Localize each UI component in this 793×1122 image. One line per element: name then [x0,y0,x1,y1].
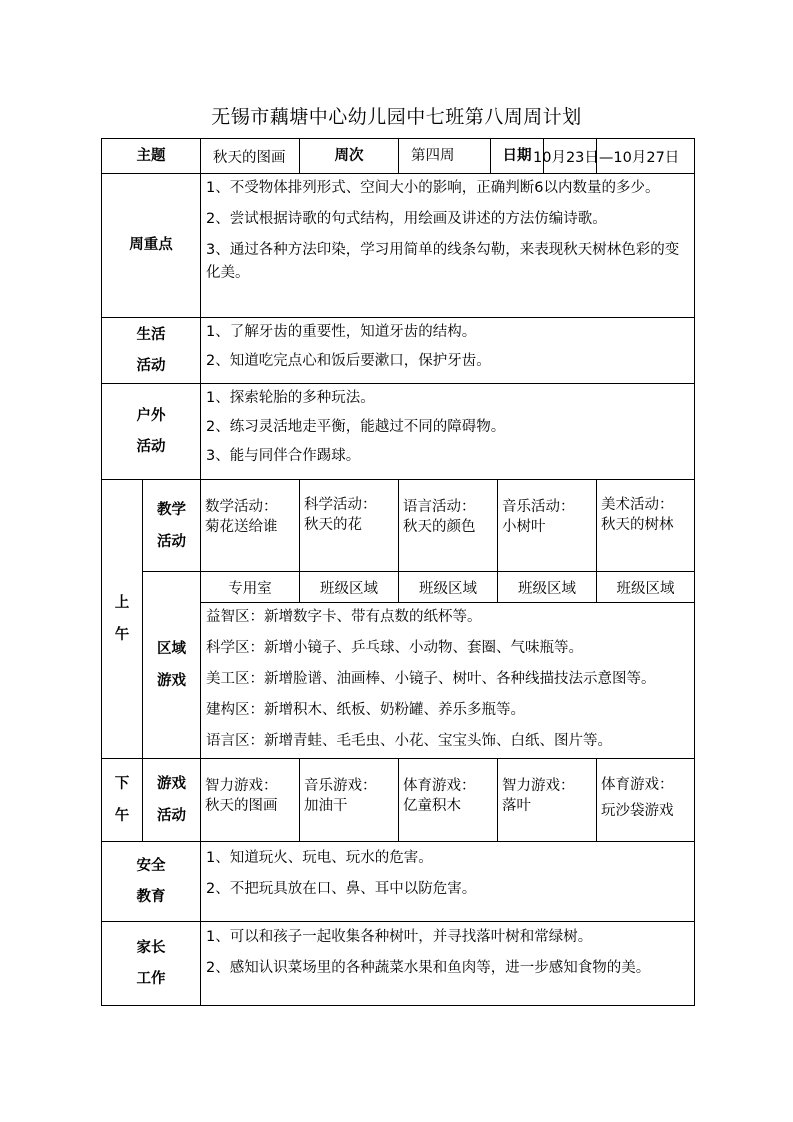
game-activity: 体育游戏： 亿童积木 [399,759,498,842]
page-title: 无锡市藕塘中心幼儿园中七班第八周周计划 [211,106,582,128]
outdoor-item: 1、探索轮胎的多种玩法。 [206,390,375,406]
parents-item: 2、感知认识菜场里的各种蔬菜水果和鱼肉等，进一步感知食物的美。 [206,960,651,976]
area-item: 科学区：新增小镜子、乒乓球、小动物、套圈、气味瓶等。 [206,640,583,656]
theme-value: 秋天的图画 [201,139,300,174]
parents-content [201,922,695,1006]
safety-label: 安全 教育 [102,842,201,922]
life-item: 1、了解牙齿的重要性，知道牙齿的结构。 [206,324,477,340]
focus-item: 1、不受物体排列形式、空间大小的影响，正确判断6以内数量的多少。 [206,180,660,196]
week-value: 第四周 [399,139,491,173]
outdoor-label: 户外 活动 [102,384,201,480]
parents-label: 家长 工作 [102,922,201,1006]
header-row [102,139,695,174]
life-label: 生活 活动 [102,318,201,384]
weekly-plan-table [101,138,695,1006]
games-label: 游戏 活动 [143,759,201,842]
area-item: 益智区：新增数字卡、带有点数的纸杯等。 [206,609,482,625]
area-type: 班级区域 [300,572,399,603]
life-item: 2、知道吃完点心和饭后要漱口，保护牙齿。 [206,353,491,369]
area-type: 班级区域 [498,572,597,603]
area-type: 专用室 [201,572,300,603]
teaching-activity: 美术活动： 秋天的树林 [597,480,695,572]
game-activity: 体育游戏： 玩沙袋游戏 [597,759,695,842]
area-content [201,603,695,759]
afternoon-row [102,759,695,842]
game-activity: 智力游戏： 落叶 [498,759,597,842]
focus-item: 2、尝试根据诗歌的句式结构，用绘画及讲述的方法仿编诗歌。 [206,211,607,227]
area-label: 区域 游戏 [143,572,201,759]
safety-content [201,842,695,922]
date-value: 10月23日—10月27日 [597,139,695,174]
focus-content [201,174,695,318]
area-item: 建构区：新增积木、纸板、奶粉罐、养乐多瓶等。 [206,702,525,718]
focus-row [102,174,695,318]
focus-item: 3、通过各种方法印染，学习用简单的线条勾勒，来表现秋天树林色彩的变化美。 [206,242,680,281]
date-label: 日期 [491,139,544,173]
afternoon-label: 下 午 [102,759,143,842]
focus-label: 周重点 [102,174,201,318]
safety-row [102,842,695,922]
parents-item: 1、可以和孩子一起收集各种树叶，并寻找落叶树和常绿树。 [206,929,593,945]
outdoor-row [102,384,695,480]
teaching-activity: 语言活动： 秋天的颜色 [399,480,498,572]
outdoor-item: 3、能与同伴合作踢球。 [206,448,361,464]
area-type: 班级区域 [597,572,695,603]
outdoor-content [201,384,695,480]
theme-label: 主题 [102,139,201,174]
week-label-text: 周次 [334,148,364,164]
teaching-activity: 数学活动： 菊花送给谁 [201,480,300,572]
teaching-row [102,480,695,572]
week-label [300,139,399,174]
area-item: 美工区：新增脸谱、油画棒、小镜子、树叶、各种线描技法示意图等。 [206,671,656,687]
game-activity: 音乐游戏： 加油干 [300,759,399,842]
outdoor-item: 2、练习灵活地走平衡，能越过不同的障碍物。 [206,419,506,435]
area-type: 班级区域 [399,572,498,603]
area-header-row [102,572,695,603]
game-activity: 智力游戏： 秋天的图画 [201,759,300,842]
area-item: 语言区：新增青蛙、毛毛虫、小花、宝宝头饰、白纸、图片等。 [206,733,612,749]
teaching-label: 教学 活动 [143,480,201,572]
life-content [201,318,695,384]
life-row [102,318,695,384]
safety-item: 2、不把玩具放在口、鼻、耳中以防危害。 [206,881,477,897]
safety-item: 1、知道玩火、玩电、玩水的危害。 [206,850,433,866]
morning-label: 上 午 [102,480,143,759]
teaching-activity: 音乐活动： 小树叶 [498,480,597,572]
parents-row [102,922,695,1006]
teaching-activity: 科学活动： 秋天的花 [300,480,399,572]
